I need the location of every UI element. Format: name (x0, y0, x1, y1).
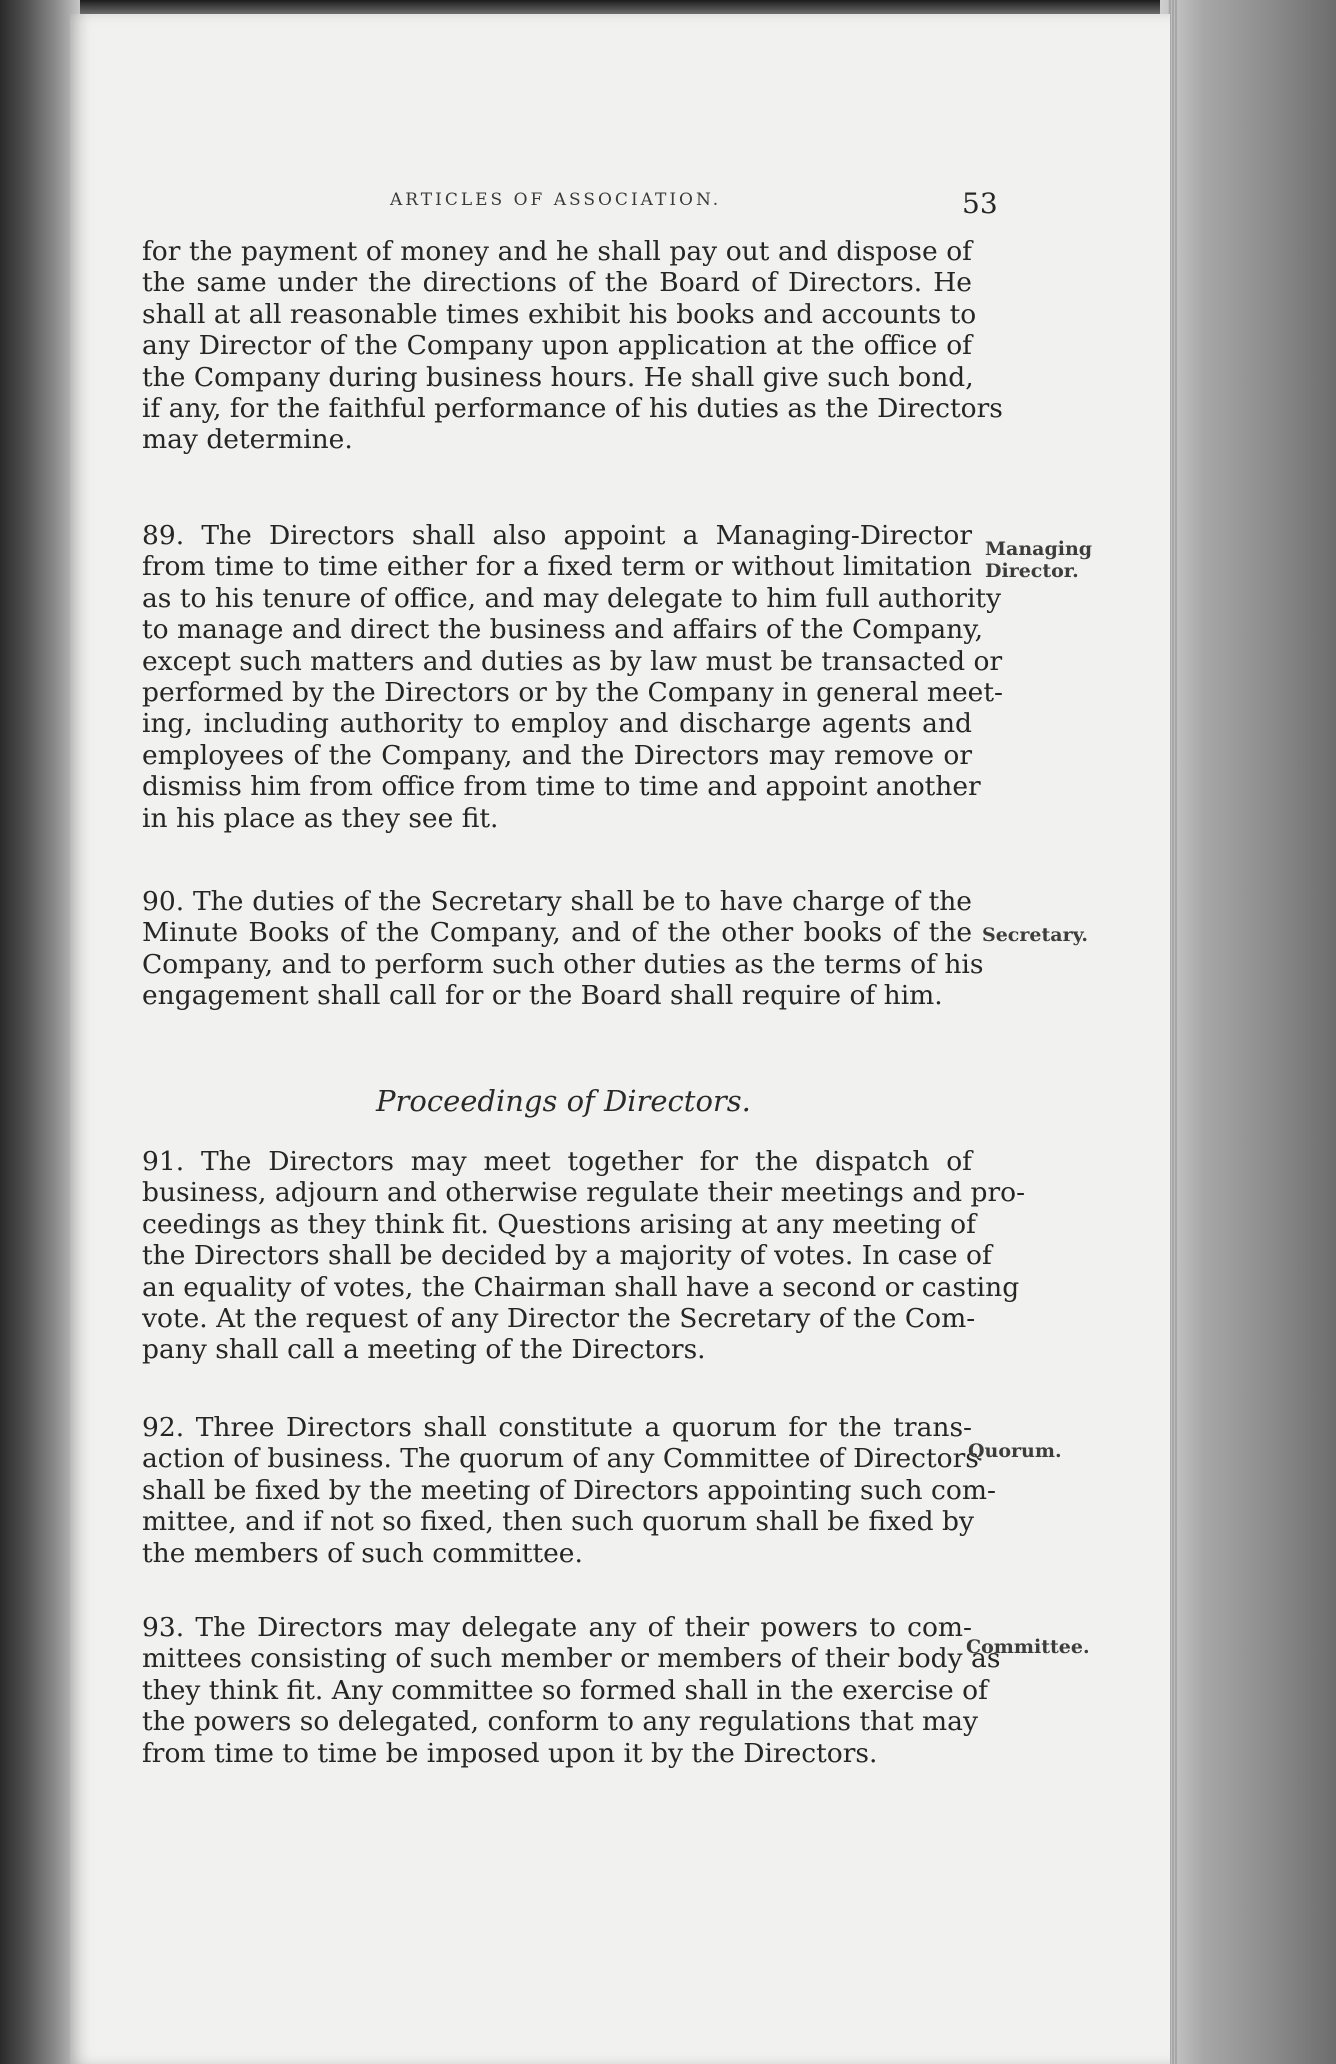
margin-note-secretary: Secretary. (982, 924, 1089, 946)
text-line: employees of the Company, and the Directors may remove or (142, 739, 972, 771)
book-gutter (0, 0, 80, 2064)
paragraph-92 (142, 1412, 996, 1569)
text-line: shall at all reasonable times exhibit his books and accounts to (142, 298, 977, 330)
text-line: from time to time either for a fixed term or without limitation (142, 551, 972, 583)
paragraph-continuation (142, 236, 1003, 456)
text-line: action of business. The quorum of any Committee of Directors (142, 1443, 979, 1475)
text-line: ceedings as they think fit. Questions arising at any meeting of (142, 1208, 976, 1240)
text-line: they think fit. Any committee so formed shall in the exercise of (142, 1674, 988, 1706)
text-line: the members of such committee. (142, 1537, 583, 1569)
paragraph-89 (142, 520, 1003, 834)
text-line: performed by the Directors or by the Company in general meet- (142, 677, 1003, 709)
text-line: an equality of votes, the Chairman shall have a second or casting (142, 1271, 1020, 1303)
paragraph-91 (142, 1146, 1026, 1366)
text-line: Minute Books of the Company, and of the other books of the (142, 917, 972, 949)
margin-note-managing-line1: Managing (985, 538, 1093, 560)
text-line: for the payment of money and he shall pay out and dispose of (142, 236, 972, 267)
text-line: mittee, and if not so fixed, then such quorum shall be fixed by (142, 1506, 974, 1538)
text-line: business, adjourn and otherwise regulate their meetings and pro- (142, 1177, 1026, 1209)
section-heading: Proceedings of Directors. (376, 1084, 751, 1118)
text-line: may determine. (142, 424, 353, 456)
text-line: 92. Three Directors shall constitute a quorum for the trans- (142, 1412, 972, 1443)
text-line: vote. At the request of any Director the Secretary of the Com- (142, 1303, 976, 1335)
text-line: pany shall call a meeting of the Directors. (142, 1334, 706, 1366)
margin-note-managing-line2: Director. (985, 560, 1079, 582)
text-line: 93. The Directors may delegate any of their powers to com- (142, 1612, 972, 1643)
text-line: ing, including authority to employ and discharge agents and (142, 708, 972, 740)
text-line: 91. The Directors may meet together for the dispatch of (142, 1146, 972, 1177)
text-line: mittees consisting of such member or members of their body as (142, 1643, 1001, 1675)
book-page-edges (1160, 0, 1336, 2064)
text-line: as to his tenure of office, and may delegate to him full authority (142, 582, 1002, 614)
paragraph-93 (142, 1612, 1001, 1769)
margin-note-committee: Committee. (966, 1636, 1090, 1658)
text-line: except such matters and duties as by law must be transacted or (142, 645, 1003, 677)
text-line: the Directors shall be decided by a majority of votes. In case of (142, 1240, 992, 1272)
text-line: 90. The duties of the Secretary shall be to have charge of the (142, 886, 972, 917)
paragraph-90 (142, 886, 984, 1012)
text-line: in his place as they see fit. (142, 802, 499, 834)
margin-note-quorum: Quorum. (968, 1440, 1062, 1462)
text-line: if any, for the faithful performance of his duties as the Directors (142, 393, 1003, 425)
text-line: Company, and to perform such other duties as the terms of his (142, 948, 984, 980)
running-head: ARTICLES OF ASSOCIATION. (390, 190, 722, 210)
text-line: engagement shall call for or the Board shall require of him. (142, 980, 943, 1012)
text-line: the same under the directions of the Board of Directors. He (142, 267, 972, 299)
text-line: any Director of the Company upon application at the office of (142, 330, 972, 362)
text-line: the Company during business hours. He shall give such bond, (142, 361, 974, 393)
margin-note-managing-director (985, 538, 1092, 582)
text-line: from time to time be imposed upon it by the Directors. (142, 1737, 878, 1769)
text-line: 89. The Directors shall also appoint a Managing-Director (142, 520, 972, 551)
text-line: dismiss him from office from time to time and appoint another (142, 771, 981, 803)
text-line: shall be fixed by the meeting of Directors appointing such com- (142, 1474, 996, 1506)
text-line: the powers so delegated, conform to any regulations that may (142, 1706, 978, 1738)
page-number: 53 (962, 187, 998, 220)
text-line: to manage and direct the business and affairs of the Company, (142, 614, 984, 646)
